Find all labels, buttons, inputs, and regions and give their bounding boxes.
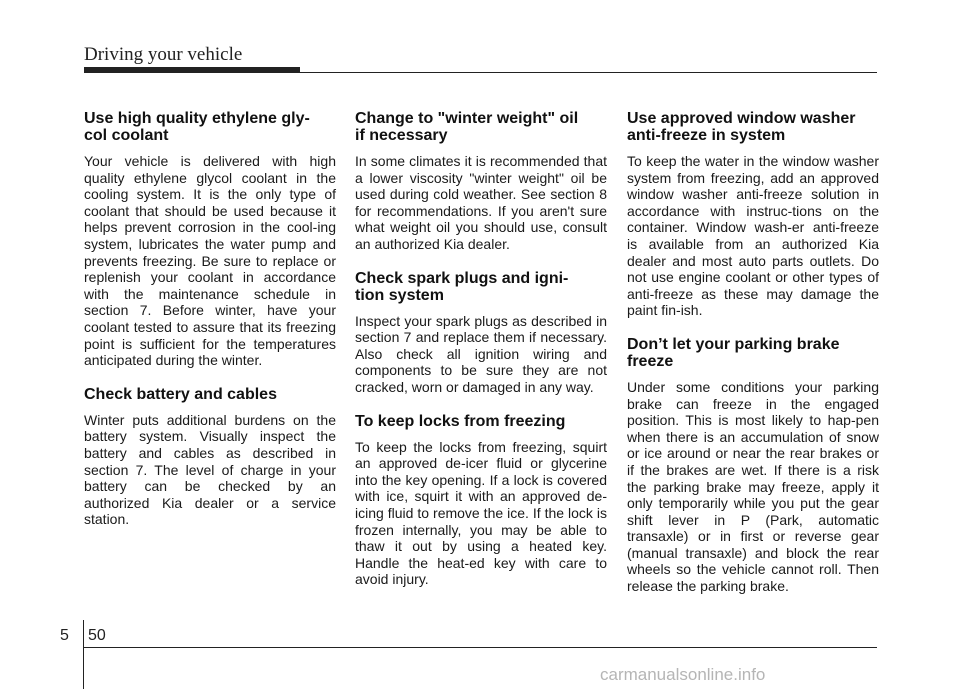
section-winter-oil	[355, 110, 607, 253]
section-heading: Use high quality ethylene gly- col coolant	[84, 110, 310, 144]
section-heading: To keep locks from freezing	[355, 412, 566, 430]
section-heading: Check spark plugs and igni- tion system	[355, 269, 569, 304]
column-3	[627, 110, 879, 612]
section-locks	[355, 413, 607, 588]
header-rule-thin	[84, 72, 877, 73]
section-body: To keep the locks from freezing, squirt an approved de-icer fluid or glycerine into the key opening. If a lock is covered with ice, squirt it with an approved de-icing fluid to remove the ice. If the lock is frozen internally, you may be able to thaw it out by using a heated key. Handle the heat-ed key with care to avoid injury.	[355, 438, 607, 588]
footer-horizontal-rule	[84, 647, 877, 648]
column-1	[84, 110, 336, 545]
column-2	[355, 110, 607, 605]
section-washer-antifreeze	[627, 110, 879, 319]
page-header-title: Driving your vehicle	[84, 44, 243, 65]
section-body: Inspect your spark plugs as described in section 7 and replace them if necessary. Also check all ignition wiring and components to be sure they are not cracked, worn or damaged in any way.	[355, 312, 607, 395]
section-heading: Don’t let your parking brake freeze	[627, 335, 840, 370]
section-coolant	[84, 110, 336, 369]
section-body: Under some conditions your parking brake can freeze in the engaged position. This is most likely to hap-pen when there is an accumulation of snow or ice around or near the rear brakes or if the brakes are wet. If there is a risk the parking brake may freeze, apply it only temporarily while you put the gear shift lever in P (Park, automatic transaxle) or in first or reverse gear (manual transaxle) and block the rear wheels so the vehicle cannot roll. Then release the parking brake.	[627, 378, 879, 595]
section-battery	[84, 386, 336, 528]
section-body: Your vehicle is delivered with high quality ethylene glycol coolant in the cooling system. It is the only type of coolant that should be used because it helps prevent corrosion in the cool-ing system, lubricates the water pump and prevents freezing. Be sure to replace or replenish your coolant in accordance with the maintenance schedule in section 7. Before winter, have your coolant tested to assure that its freezing point is sufficient for the temperatures anticipated during the winter.	[84, 153, 336, 369]
section-number: 5	[60, 627, 69, 644]
section-parking-brake	[627, 336, 879, 595]
section-spark-plugs	[355, 270, 607, 396]
section-body: Winter puts additional burdens on the battery system. Visually inspect the battery and cables as described in section 7. The level of charge in your battery can be checked by an authorized Kia dealer or a service station.	[84, 411, 336, 528]
watermark: carmanualsonline.info	[600, 665, 766, 684]
footer-vertical-rule	[83, 620, 84, 689]
section-body: To keep the water in the window washer system from freezing, add an approved window washer anti-freeze solution in accordance with instruc-tions on the container. Window wash-er anti-freeze is available from an authorized Kia dealer and most auto parts outlets. Do not use engine coolant or other types of anti-freeze as these may damage the paint fin-ish.	[627, 153, 879, 319]
section-body: In some climates it is recommended that a lower viscosity "winter weight" oil be used during cold weather. See section 8 for recommendations. If you aren't sure what weight oil you should use, consult an authorized Kia dealer.	[355, 153, 607, 252]
section-heading: Check battery and cables	[84, 385, 277, 403]
section-heading: Change to "winter weight" oil if necessary	[355, 110, 579, 144]
page-number: 50	[88, 627, 106, 644]
section-heading: Use approved window washer anti-freeze in system	[627, 110, 856, 144]
